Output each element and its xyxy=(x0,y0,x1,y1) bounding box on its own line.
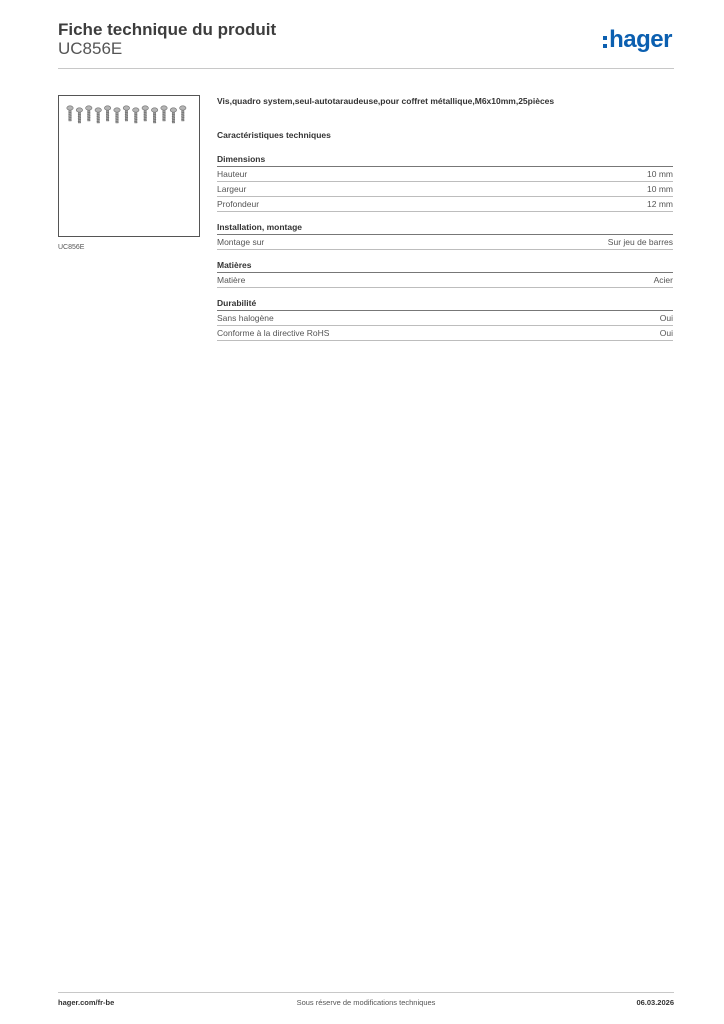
screw-icon xyxy=(67,106,73,121)
spec-row xyxy=(217,197,673,212)
spec-label: Conforme à la directive RoHS xyxy=(217,328,330,338)
spec-label: Hauteur xyxy=(217,169,248,179)
page-title: Fiche technique du produit xyxy=(58,20,277,39)
spec-row xyxy=(217,326,673,341)
spec-label: Profondeur xyxy=(217,199,260,209)
page-header xyxy=(58,20,674,70)
spec-row xyxy=(217,235,673,250)
hager-logo xyxy=(603,26,672,54)
spec-value: 10 mm xyxy=(647,169,673,179)
footer-disclaimer: Sous réserve de modifications techniques xyxy=(296,998,436,1007)
spec-section-title: Durabilité xyxy=(217,298,673,311)
footer-divider xyxy=(58,992,674,993)
spec-section xyxy=(217,260,673,288)
spec-section-title: Dimensions xyxy=(217,154,673,167)
screw-icon xyxy=(86,106,92,121)
screw-icon xyxy=(76,108,82,123)
spec-section xyxy=(217,298,673,341)
screw-icon xyxy=(170,108,176,123)
product-image xyxy=(58,95,200,237)
spec-label: Sans halogène xyxy=(217,313,274,323)
product-description: Vis,quadro system,seul-autotaraudeuse,pour coffret métallique,M6x10mm,25pièces xyxy=(217,96,555,106)
footer-date: 06.03.2026 xyxy=(636,998,674,1007)
product-details xyxy=(217,96,673,341)
spec-value: Acier xyxy=(653,275,673,285)
spec-section xyxy=(217,154,673,212)
logo-text: hager xyxy=(609,26,672,53)
screw-icon xyxy=(161,106,167,121)
screw-icon xyxy=(151,108,157,123)
screws-image xyxy=(59,96,199,236)
screw-icon xyxy=(95,108,101,123)
screw-icon xyxy=(114,108,120,123)
header-divider xyxy=(58,68,674,69)
spec-value: 10 mm xyxy=(647,184,673,194)
spec-section-title: Installation, montage xyxy=(217,222,673,235)
spec-value: 12 mm xyxy=(647,199,673,209)
spec-row xyxy=(217,273,673,288)
spec-row xyxy=(217,182,673,197)
screw-icon xyxy=(180,106,186,121)
spec-value: Sur jeu de barres xyxy=(607,237,673,247)
spec-section-title: Matières xyxy=(217,260,673,273)
product-image-caption: UC856E xyxy=(58,244,85,251)
footer-website: hager.com/fr-be xyxy=(58,998,115,1007)
product-code: UC856E xyxy=(58,39,123,58)
screw-icon xyxy=(133,108,139,123)
spec-value: Oui xyxy=(659,313,673,323)
spec-section xyxy=(217,222,673,250)
screw-icon xyxy=(104,106,110,121)
screw-icon xyxy=(123,106,129,121)
spec-row xyxy=(217,167,673,182)
characteristics-sections xyxy=(217,154,673,341)
spec-label: Montage sur xyxy=(217,237,265,247)
screw-icon xyxy=(142,106,148,121)
spec-value: Oui xyxy=(659,328,673,338)
spec-label: Matière xyxy=(217,275,246,285)
page-footer xyxy=(58,998,674,1010)
spec-row xyxy=(217,311,673,326)
spec-label: Largeur xyxy=(217,184,247,194)
characteristics-heading: Caractéristiques techniques xyxy=(217,130,331,140)
logo-colon-icon xyxy=(603,36,607,48)
